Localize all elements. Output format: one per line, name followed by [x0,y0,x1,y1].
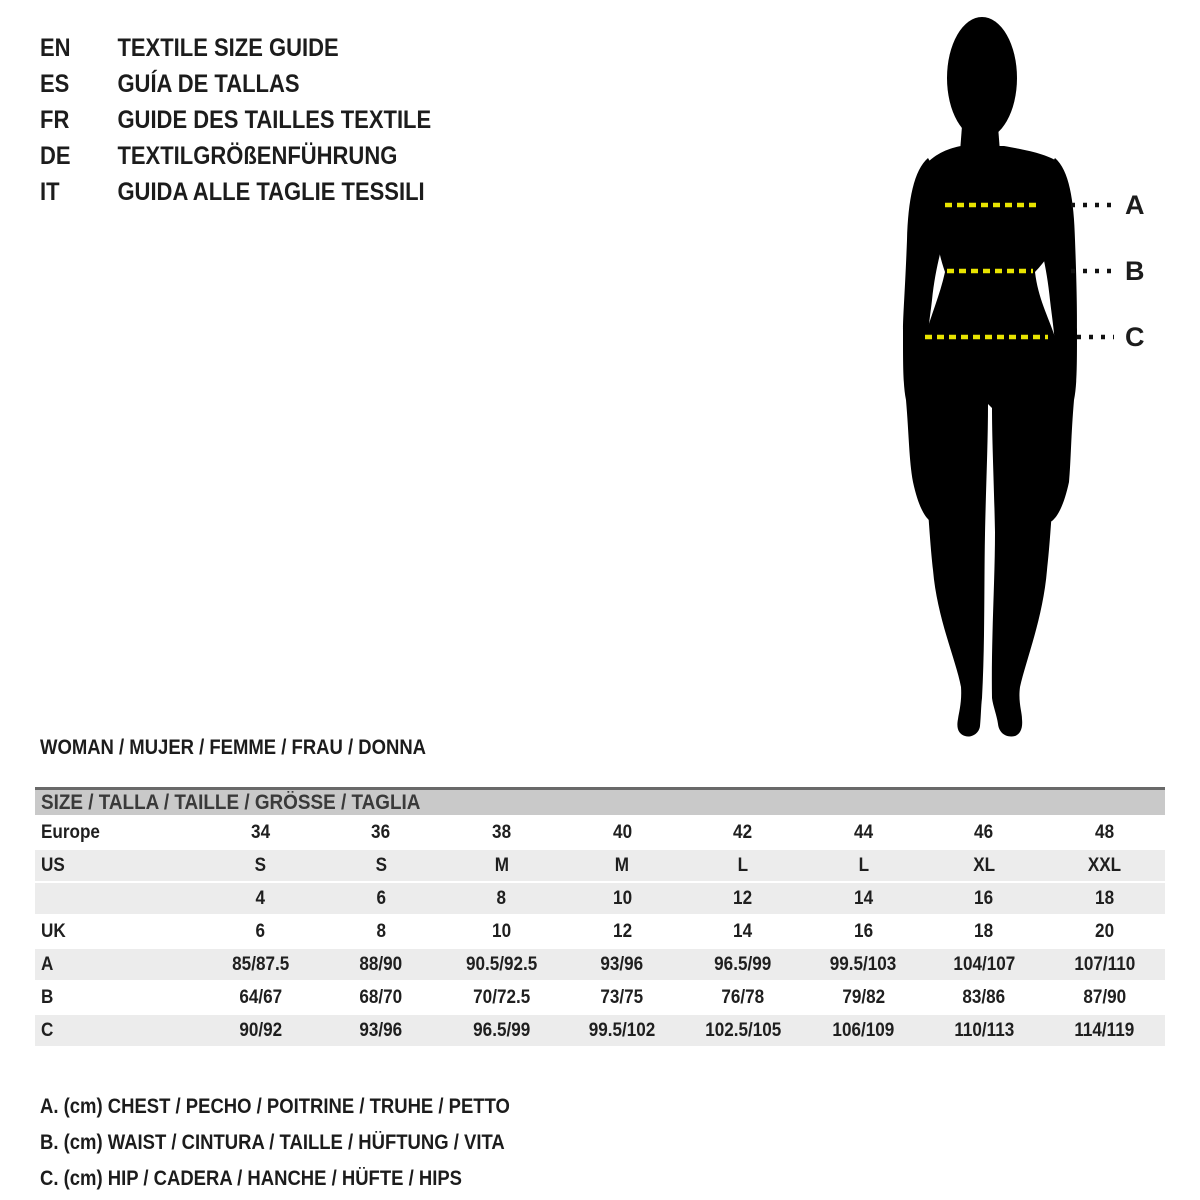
table-row [35,981,1165,1014]
size-cell: 90/92 [200,1014,321,1047]
woman-silhouette [878,0,1128,745]
size-cell: 110/113 [924,1014,1045,1047]
size-cell: 14 [683,915,804,948]
marker-label-a: A [1125,190,1145,220]
section-title: WOMAN / MUJER / FEMME / FRAU / DONNA [40,736,427,759]
size-cell: 96.5/99 [683,948,804,981]
row-label: Europe [35,816,200,849]
size-cell: 18 [1044,882,1165,915]
size-cell: 40 [562,816,683,849]
size-cell: 12 [562,915,683,948]
legend-line: C. (cm) HIP / CADERA / HANCHE / HÜFTE / HIPS [40,1167,463,1190]
size-cell: 96.5/99 [441,1014,562,1047]
size-cell: M [441,849,562,882]
table-row [35,915,1165,948]
size-cell: 104/107 [924,948,1045,981]
size-cell: 76/78 [683,981,804,1014]
size-cell: 93/96 [321,1014,442,1047]
language-title: TEXTILGRÖßENFÜHRUNG [117,142,398,170]
language-title: GUÍA DE TALLAS [117,70,300,98]
size-cell: 36 [321,816,442,849]
size-cell: XXL [1044,849,1165,882]
language-title: TEXTILE SIZE GUIDE [117,34,339,62]
size-cell: 10 [441,915,562,948]
size-cell: 18 [924,915,1045,948]
size-cell: 12 [683,882,804,915]
size-cell: 106/109 [803,1014,924,1047]
language-code: DE [40,142,71,170]
language-row [40,138,431,174]
size-cell: 34 [200,816,321,849]
size-cell: 44 [803,816,924,849]
size-cell: 6 [200,915,321,948]
legend-line: A. (cm) CHEST / PECHO / POITRINE / TRUHE / PETTO [40,1095,510,1118]
size-cell: 93/96 [562,948,683,981]
language-code: FR [40,106,70,134]
row-label: UK [35,915,200,948]
size-cell: 8 [441,882,562,915]
size-cell: 10 [562,882,683,915]
language-title: GUIDA ALLE TAGLIE TESSILI [117,178,425,206]
size-cell: 88/90 [321,948,442,981]
table-row [35,1014,1165,1047]
size-cell: 85/87.5 [200,948,321,981]
size-cell: 16 [924,882,1045,915]
size-cell: 6 [321,882,442,915]
row-label: A [35,948,200,981]
size-cell: 90.5/92.5 [441,948,562,981]
legend-line: B. (cm) WAIST / CINTURA / TAILLE / HÜFTUNG / VITA [40,1131,505,1154]
language-row [40,102,431,138]
language-row [40,66,431,102]
language-row [40,174,431,210]
table-header-row [35,789,1165,817]
size-cell: 64/67 [200,981,321,1014]
marker-label-b: B [1125,256,1145,286]
size-cell: 79/82 [803,981,924,1014]
size-cell: 48 [1044,816,1165,849]
size-cell: 102.5/105 [683,1014,804,1047]
measure-legend [40,1089,574,1197]
size-table [35,787,1165,1048]
language-code: EN [40,34,71,62]
table-row [35,816,1165,849]
size-cell: S [200,849,321,882]
size-cell: 8 [321,915,442,948]
table-row [35,882,1165,915]
language-code: IT [40,178,60,206]
language-row [40,30,431,66]
size-cell: 99.5/102 [562,1014,683,1047]
size-cell: 4 [200,882,321,915]
size-cell: 68/70 [321,981,442,1014]
size-cell: 87/90 [1044,981,1165,1014]
size-cell: 114/119 [1044,1014,1165,1047]
table-row [35,849,1165,882]
size-cell: 38 [441,816,562,849]
size-cell: 14 [803,882,924,915]
size-cell: 20 [1044,915,1165,948]
row-label: C [35,1014,200,1047]
row-label: US [35,849,200,882]
size-cell: 42 [683,816,804,849]
size-cell: L [803,849,924,882]
language-code: ES [40,70,70,98]
size-cell: 107/110 [1044,948,1165,981]
size-cell: 46 [924,816,1045,849]
size-cell: 70/72.5 [441,981,562,1014]
figure-wrap [878,0,1128,745]
language-list [40,30,485,210]
marker-label-c: C [1125,322,1145,352]
size-cell: L [683,849,804,882]
size-cell: 99.5/103 [803,948,924,981]
size-cell: S [321,849,442,882]
size-cell: XL [924,849,1045,882]
table-row [35,948,1165,981]
row-label: B [35,981,200,1014]
size-cell: 83/86 [924,981,1045,1014]
row-label [35,882,200,915]
size-cell: M [562,849,683,882]
language-title: GUIDE DES TAILLES TEXTILE [117,106,432,134]
silhouette-neck [960,100,1000,152]
table-header: SIZE / TALLA / TAILLE / GRÖSSE / TAGLIA [35,789,1165,817]
size-table-wrap [35,787,1165,1048]
size-cell: 73/75 [562,981,683,1014]
size-cell: 16 [803,915,924,948]
